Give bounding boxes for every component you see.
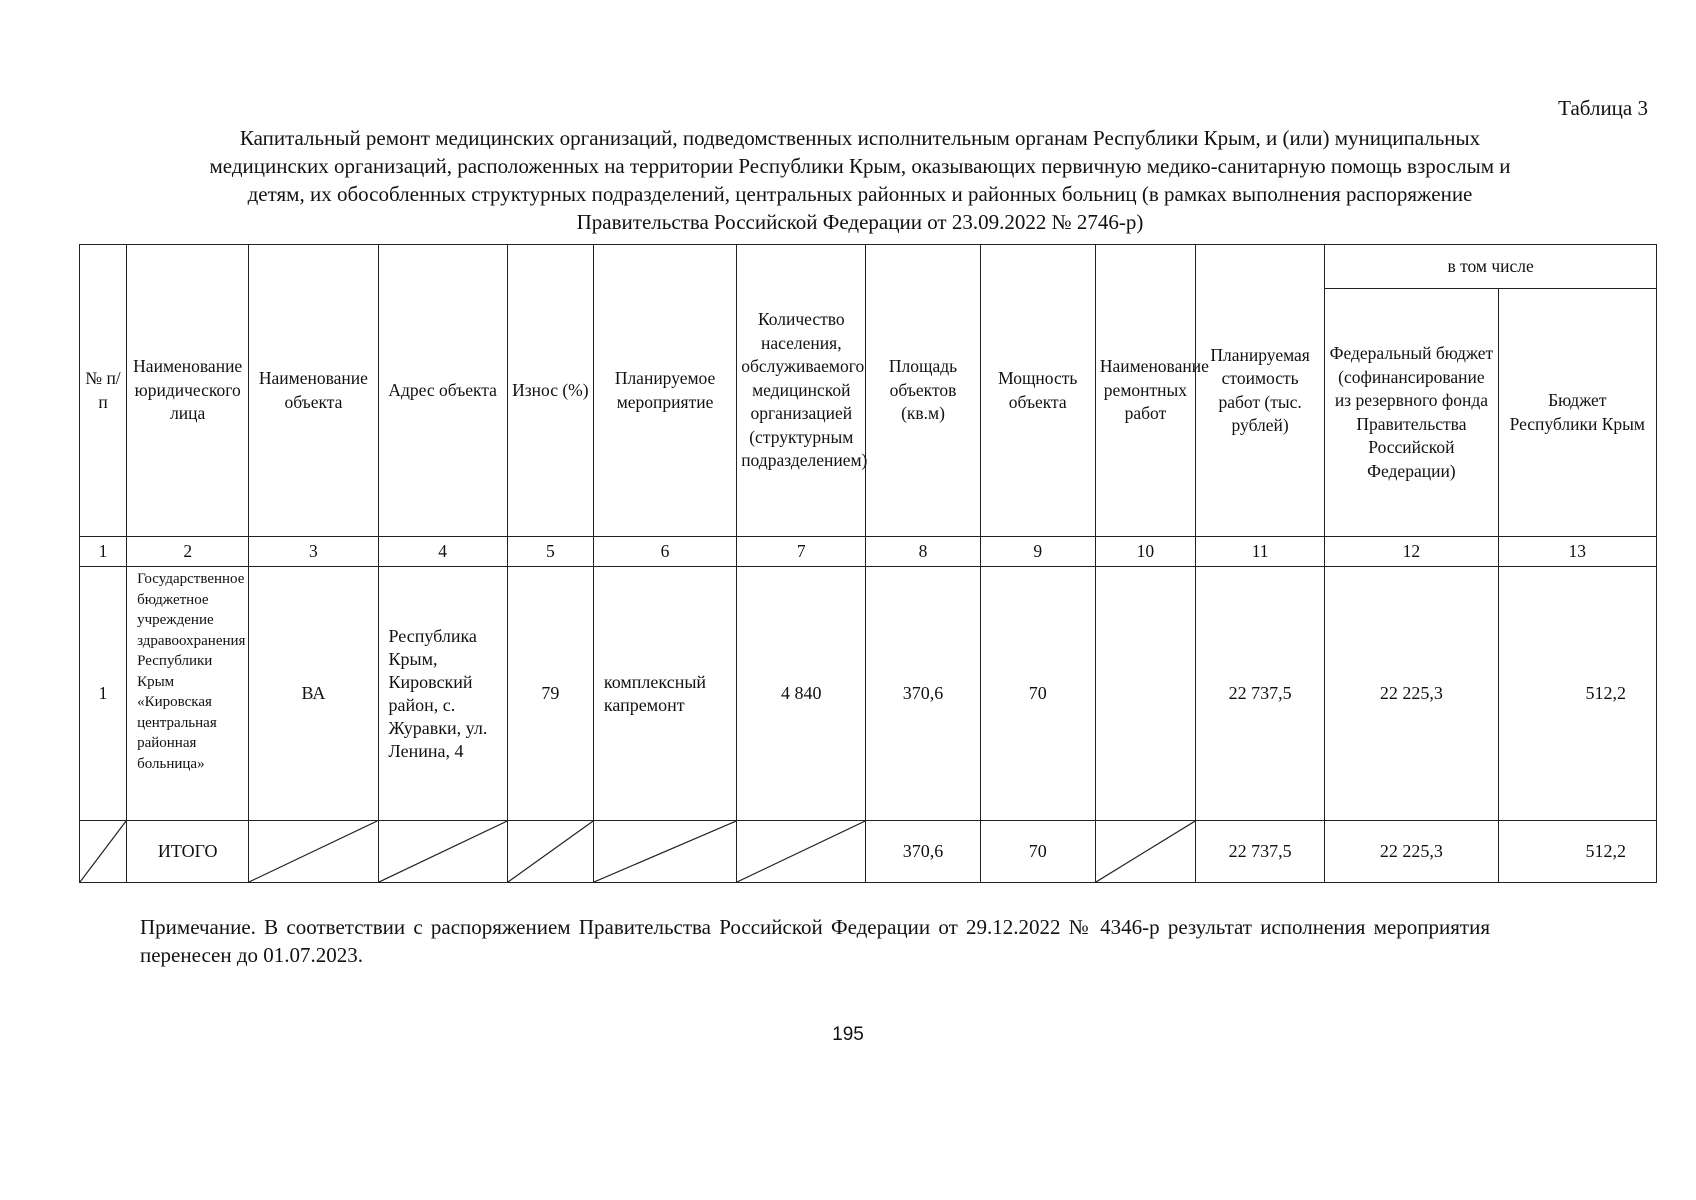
header-regional-budget-text: Бюджет Республики Крым bbox=[1509, 390, 1645, 434]
column-number: 4 bbox=[378, 537, 507, 567]
header-planned-cost bbox=[1196, 245, 1325, 537]
diagonal-strike bbox=[379, 821, 507, 882]
heading-line: детям, их обособленных структурных подразделений, центральных районных и районных больниц (в рамках выполнения распоряжение bbox=[247, 182, 1473, 206]
header-planned-event bbox=[593, 245, 736, 537]
header-legal-entity-text: Наименование юридического лица bbox=[133, 356, 243, 424]
header-including-text: в том числе bbox=[1447, 255, 1534, 276]
header-object-name bbox=[249, 245, 378, 537]
header-area bbox=[866, 245, 980, 537]
diagonal-strike bbox=[508, 821, 593, 882]
table-heading bbox=[80, 124, 1640, 236]
column-number: 2 bbox=[127, 537, 249, 567]
header-address bbox=[378, 245, 507, 537]
header-repair-name-text: Наименование ремонтных работ bbox=[1099, 356, 1209, 424]
header-repair-name bbox=[1095, 245, 1209, 537]
header-planned-event-text: Планируемое мероприятие bbox=[614, 368, 716, 412]
diagonal-strike bbox=[249, 821, 377, 882]
column-number: 8 bbox=[866, 537, 980, 567]
total-federal-budget: 22 225,3 bbox=[1325, 821, 1498, 883]
heading-line: медицинских организаций, расположенных на территории Республики Крым, оказывающих первичную медико-санитарную помощь взрослым и bbox=[209, 154, 1511, 178]
total-empty-cell bbox=[593, 821, 736, 883]
header-wear bbox=[507, 245, 593, 537]
header-legal-entity bbox=[127, 245, 249, 537]
total-planned-cost: 22 737,5 bbox=[1196, 821, 1325, 883]
heading-line: Правительства Российской Федерации от 23.09.2022 № 2746-р) bbox=[576, 210, 1144, 234]
row-planned-cost: 22 737,5 bbox=[1196, 567, 1325, 821]
column-number: 7 bbox=[737, 537, 866, 567]
row-legal-entity: Государственное бюджетное учреждение здравоохранения Республики Крым «Кировская центральная районная больница» bbox=[127, 567, 249, 821]
row-capacity: 70 bbox=[980, 567, 1095, 821]
total-row bbox=[80, 821, 1657, 883]
header-regional-budget bbox=[1498, 289, 1656, 537]
row-planned-event: комплексный капремонт bbox=[593, 567, 736, 821]
header-population bbox=[737, 245, 866, 537]
total-area: 370,6 bbox=[866, 821, 980, 883]
column-number: 1 bbox=[80, 537, 127, 567]
table-row bbox=[80, 567, 1657, 821]
column-number: 11 bbox=[1196, 537, 1325, 567]
row-wear: 79 bbox=[507, 567, 593, 821]
header-including-group bbox=[1325, 245, 1657, 289]
total-capacity: 70 bbox=[980, 821, 1095, 883]
total-empty-cell bbox=[80, 821, 127, 883]
total-label: ИТОГО bbox=[127, 821, 249, 883]
row-repair-name bbox=[1095, 567, 1195, 821]
total-empty-cell bbox=[737, 821, 866, 883]
row-area: 370,6 bbox=[866, 567, 980, 821]
total-empty-cell bbox=[507, 821, 593, 883]
row-federal-budget: 22 225,3 bbox=[1325, 567, 1498, 821]
header-capacity-text: Мощность объекта bbox=[998, 368, 1078, 412]
note-paragraph: Примечание. В соответствии с распоряжением Правительства Российской Федерации от 29.12.2022 № 4346-р результат исполнения мероприятия перенесен до 01.07.2023. bbox=[140, 915, 1490, 967]
header-area-text: Площадь объектов (кв.м) bbox=[888, 356, 958, 424]
header-number bbox=[80, 245, 127, 537]
diagonal-strike bbox=[80, 821, 126, 882]
header-number-text: № п/п bbox=[85, 368, 121, 412]
column-number: 13 bbox=[1498, 537, 1656, 567]
row-address: Республика Крым, Кировский район, с. Журавки, ул. Ленина, 4 bbox=[378, 567, 507, 821]
column-number: 10 bbox=[1095, 537, 1195, 567]
header-capacity bbox=[980, 245, 1095, 537]
header-federal-budget-text: Федеральный бюджет (софинансирование из резервного фонда Правительства Российской Федерации) bbox=[1329, 343, 1494, 481]
total-empty-cell bbox=[1095, 821, 1195, 883]
column-number: 9 bbox=[980, 537, 1095, 567]
row-regional-budget: 512,2 bbox=[1498, 567, 1656, 821]
header-address-text: Адрес объекта bbox=[388, 379, 497, 400]
table-label: Таблица 3 bbox=[1558, 96, 1648, 120]
row-number: 1 bbox=[80, 567, 127, 821]
column-number: 6 bbox=[593, 537, 736, 567]
column-number: 3 bbox=[249, 537, 378, 567]
header-federal-budget bbox=[1325, 289, 1498, 537]
header-wear-text: Износ (%) bbox=[512, 379, 589, 400]
header-object-name-text: Наименование объекта bbox=[258, 368, 368, 412]
total-empty-cell bbox=[378, 821, 507, 883]
diagonal-strike bbox=[594, 821, 736, 882]
header-planned-cost-text: Планируемая стоимость работ (тыс. рублей) bbox=[1210, 344, 1310, 435]
total-empty-cell bbox=[249, 821, 378, 883]
diagonal-strike bbox=[1096, 821, 1195, 882]
row-population: 4 840 bbox=[737, 567, 866, 821]
row-object-name: ВА bbox=[249, 567, 378, 821]
capital-repair-table bbox=[79, 244, 1657, 883]
column-number-row bbox=[80, 537, 1657, 567]
column-number: 12 bbox=[1325, 537, 1498, 567]
total-regional-budget: 512,2 bbox=[1498, 821, 1656, 883]
heading-line: Капитальный ремонт медицинских организаций, подведомственных исполнительным органам Республики Крым, и (или) муниципальных bbox=[239, 126, 1481, 150]
column-number: 5 bbox=[507, 537, 593, 567]
page-number: 195 bbox=[832, 1024, 864, 1045]
diagonal-strike bbox=[737, 821, 865, 882]
header-population-text: Количество населения, обслуживаемого медицинской организацией (структурным подразделением) bbox=[741, 309, 868, 471]
